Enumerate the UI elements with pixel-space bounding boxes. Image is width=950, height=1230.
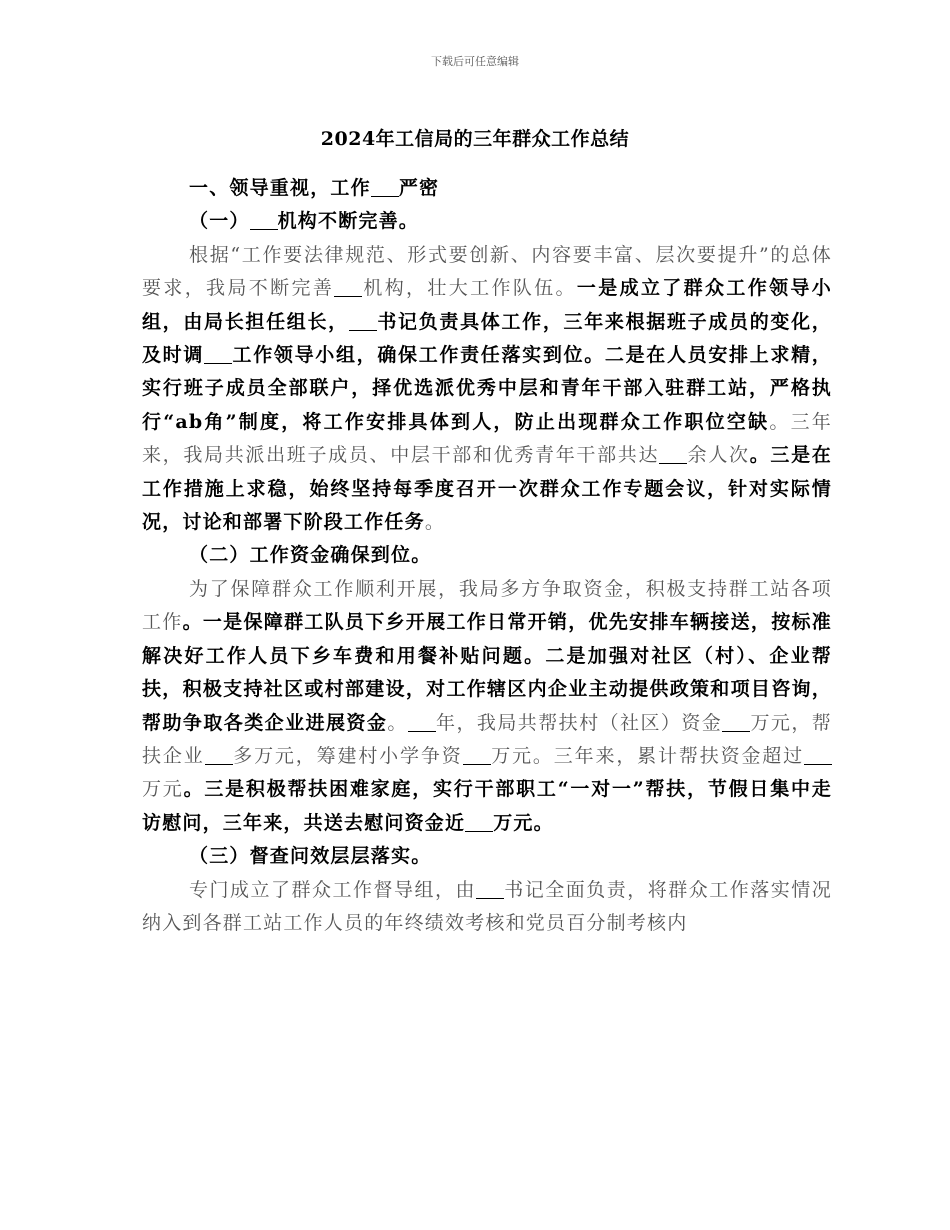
heading-text: 严密 bbox=[398, 177, 440, 199]
text-run: 专门成立了群众工作督导组，由 bbox=[189, 878, 476, 901]
text-run: 。三是积极帮扶困难家庭，实行干部职工“一对一”帮扶，节假日集中走访慰问，三年来，共送去慰问资金近 bbox=[142, 778, 832, 834]
blank-line bbox=[250, 210, 278, 230]
text-run: 书记负责具体工作，三年来根据班子成员的变化，及时调 bbox=[142, 310, 832, 367]
document-body bbox=[142, 172, 832, 940]
text-run: 年，我局共帮扶村（社区）资金 bbox=[435, 711, 723, 734]
blank-line bbox=[334, 277, 362, 297]
header-note: 下载后可任意编辑 bbox=[431, 55, 519, 68]
text-run: 。 bbox=[424, 511, 446, 534]
blank-line bbox=[465, 812, 493, 832]
text-run: 机构，壮大工作队伍。 bbox=[362, 277, 577, 300]
text-run: 。三年来，我局共派出班子成员、中层干部和优秀青年干部共达 bbox=[142, 410, 832, 467]
text-run: 。一是保障群工队员下乡开展工作日常开销，优先安排车辆接送，按标准解决好工作人员下乡车费和用餐补贴问题。二是加强对社区（村）、企业帮扶，积极支持社区或村部建设，对工作辖区内企业主动提供政策和项目咨询，帮助争取各类企业进展资金 bbox=[142, 611, 832, 734]
blank-line bbox=[722, 712, 750, 732]
document-title: 2024年工信局的三年群众工作总结 bbox=[320, 128, 630, 150]
subsection-heading-3: （三）督查问效层层落实。 bbox=[189, 845, 432, 868]
subsection-heading-2: （二）工作资金确保到位。 bbox=[189, 544, 432, 567]
paragraph-2 bbox=[142, 573, 832, 840]
section-heading-1 bbox=[142, 172, 832, 205]
text-run: 余人次 bbox=[687, 444, 750, 467]
paragraph-3 bbox=[142, 874, 832, 941]
text-run: 根据“工作要法律规范、形式要创新、内容要丰富、层次要提升”的总体要求，我局不断完善 bbox=[142, 243, 832, 300]
text-run: 万元。 bbox=[493, 811, 554, 834]
blank-line bbox=[205, 745, 233, 765]
paragraph-1 bbox=[142, 239, 832, 540]
text-run: 多万元，筹建村小学争资 bbox=[232, 744, 463, 767]
text-run: 为了保障群众工作顺利开展，我局多方争取资金，积极支持群工站各项工作 bbox=[142, 577, 832, 634]
text-run: 书记全面负责，将群众工作落实情况纳入到各群工站工作人员的年终绩效考核和党员百分制考核内 bbox=[142, 878, 832, 934]
text-run: 一是成立了群众工作领导小组，由局长担任组长， bbox=[142, 277, 832, 333]
text-run: 。三是在工作措施上求稳，始终坚持每季度召开一次群众工作专题会议，针对实际情况，讨论和部署下阶段工作任务 bbox=[142, 444, 832, 534]
blank-line bbox=[463, 745, 491, 765]
text-run: 工作领导小组，确保工作责任落实到位。二是在人员安排上求精，实行班子成员全部联户，择优选派优秀中层和青年干部入驻群工站，严格执行“ab角”制度，将工作安排具体到人，防止出现群众工作职位空缺 bbox=[142, 344, 832, 433]
subsection-heading-1 bbox=[142, 205, 832, 238]
blank-line bbox=[804, 745, 832, 765]
heading-text: 机构不断完善。 bbox=[277, 210, 420, 233]
text-run: 万元 bbox=[142, 778, 184, 801]
text-run: 万元。三年来，累计帮扶资金超过 bbox=[490, 744, 804, 767]
blank-line bbox=[659, 444, 687, 464]
blank-line bbox=[204, 344, 232, 364]
heading-text: （一） bbox=[189, 210, 250, 233]
blank-line bbox=[408, 712, 436, 732]
text-run: 。 bbox=[387, 711, 408, 734]
blank-line bbox=[476, 879, 504, 899]
heading-text: 一、领导重视，工作 bbox=[189, 177, 371, 199]
blank-line bbox=[371, 177, 399, 197]
text-run: 万元，帮扶企业 bbox=[142, 711, 833, 767]
blank-line bbox=[349, 311, 377, 331]
